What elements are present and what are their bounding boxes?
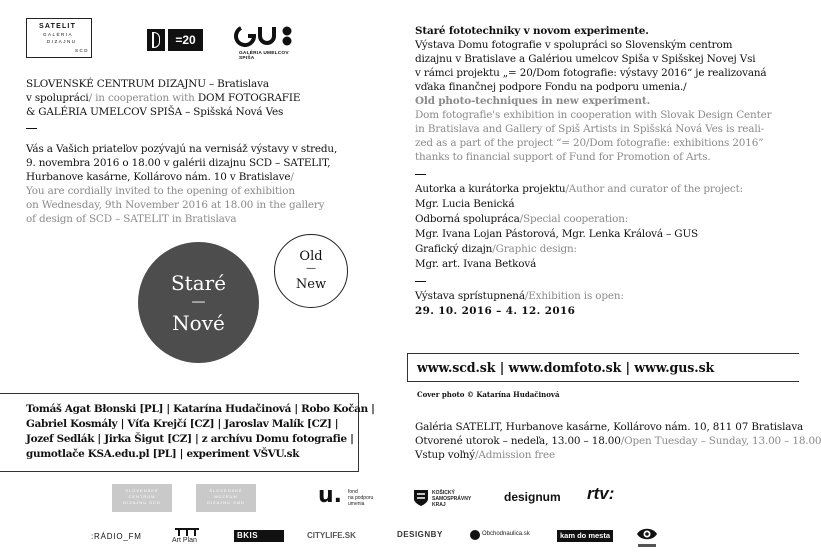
credit-graphic-en: Graphic design:: [495, 243, 577, 255]
right-body-en-2: in Bratislava and Gallery of Spiš Artists in Spišská Nová Ves is reali-: [415, 123, 765, 135]
right-body-en-4: thanks to financial support of Fund for Promotion of Arts.: [415, 151, 711, 163]
right-body-sk-1: Výstava Domu fotografie v spolupráci so Slovenským centrom: [415, 39, 733, 51]
circle-small-top: Old: [299, 249, 323, 264]
credit-graphic: Grafický dizajn/Graphic design:: [415, 243, 577, 255]
credit-author-name: Mgr. Lucia Benická: [415, 198, 515, 210]
entry-info-sk: Vstup voľný: [415, 449, 476, 461]
rtv-logo: rtv:: [587, 484, 615, 503]
opening-hours-en: Open Tuesday – Sunday, 13.00 – 18.00: [624, 435, 821, 447]
gus-logo: [238, 24, 298, 61]
fond-logo-text-2: na podporu: [348, 495, 374, 501]
right-heading-sk: Staré fototechniky v novom experimente.: [415, 25, 649, 37]
url-links[interactable]: www.scd.sk | www.domfoto.sk | www.gus.sk: [417, 360, 715, 375]
circle-big-dash: —: [191, 294, 206, 310]
invite-en-2: on Wednesday, 9th November 2016 at 18.00 in the gallery: [26, 199, 325, 211]
credit-special-names: Mgr. Ivana Lojan Pástorová, Mgr. Lenka Králová – GUS: [415, 228, 699, 240]
fond-logo-text-1: fond: [348, 489, 358, 495]
opening-hours: Otvorené utorok – nedeľa, 13.00 – 18.00/Open Tuesday – Sunday, 13.00 – 18.00: [415, 435, 821, 447]
artplan-text: Art Plan: [172, 537, 197, 544]
artists-line-3: Jozef Sedlák | Jirka Šigut [CZ] | z archívu Domu fotografie |: [26, 433, 354, 445]
invite-sk-1: Vás a Vašich priateľov pozývajú na vernisáž výstavy v stredu,: [26, 143, 338, 155]
invite-sk-3: [26, 171, 294, 184]
gus-logo-caption: GALÉRIA UMELCOV SPIŠA: [239, 51, 289, 61]
satelit-logo: [26, 18, 92, 58]
credit-author-sk: Autorka a kurátorka projektu: [415, 183, 566, 195]
satelit-logo-line4: SCD: [75, 48, 90, 53]
right-body-en-1: Dom fotografie's exhibition in cooperation with Slovak Design Center: [415, 109, 772, 121]
artists-line-1: Tomáš Agat Błonski [PL] | Katarína Hudačinová | Robo Kočan |: [26, 403, 375, 415]
right-divider-2: [415, 281, 426, 282]
right-heading-en: Old photo-techniques in new experiment.: [415, 95, 651, 107]
invite-sep: /: [290, 171, 294, 183]
muzeum-sponsor-logo: SLOVENSKÉ MÚZEUM DIZAJNU SMD: [196, 484, 256, 512]
artists-line-2: Gabriel Kosmály | Víťa Krejčí [CZ] | Jaroslav Malík [CZ] |: [26, 418, 339, 430]
radio-fm-logo: :RÁDIO_FM: [91, 532, 142, 541]
open-label-en: Exhibition is open:: [528, 290, 624, 302]
right-body-sk-3: v rámci projektu „= 20/Dom fotografie: výstavy 2016“ je realizovaná: [415, 67, 767, 79]
gallery-address: Galéria SATELIT, Hurbanove kasárne, Kollárovo nám. 10, 811 07 Bratislava: [415, 421, 804, 433]
kosice-text-3: KRAJ: [432, 502, 446, 508]
credit-special-sk: Odborná spolupráca: [415, 213, 520, 225]
bkis-logo: BKIS: [234, 530, 284, 542]
invite-sk-2: 9. novembra 2016 o 18.00 v galérii dizajnu SCD – SATELIT,: [26, 157, 331, 169]
dom-fotografie-mark-text: =20: [168, 29, 203, 51]
satelit-logo-line2: GALÉRIA: [43, 32, 74, 37]
credit-graphic-sk: Grafický dizajn: [415, 243, 493, 255]
fond-logo-mark: u.: [318, 483, 343, 508]
obchodnaulica-icon: [470, 530, 480, 540]
dom-fotografie-logo: [147, 29, 203, 51]
opening-hours-sk: Otvorené utorok – nedeľa, 13.00 – 18.00: [415, 435, 621, 447]
divider-short: [26, 128, 37, 129]
satelit-logo-title: SATELIT: [39, 23, 77, 30]
kosice-logo: [413, 488, 483, 510]
designby-logo: DESIGNBY: [397, 530, 443, 539]
right-divider-1: [415, 174, 426, 175]
artplan-mark-icon: [175, 528, 199, 536]
org-line-2: [26, 92, 300, 105]
invite-en-3: of design of SCD – SATELIT in Bratislava: [26, 213, 237, 225]
kosice-text-1: KOŠICKÝ: [432, 490, 455, 496]
obchodnaulica-text: Obchodnaulica.sk: [482, 531, 530, 537]
stare-nove-circle: [138, 242, 259, 363]
cover-photo-credit: Cover photo © Katarína Hudačinová: [417, 390, 560, 399]
org-line-2-sep: /: [88, 92, 92, 104]
obchodnaulica-logo: [470, 528, 534, 544]
scd-sponsor-logo: SLOVENSKÉ CENTRUM DIZAJNU SCD: [112, 484, 172, 512]
exhibition-dates: 29. 10. 2016 – 4. 12. 2016: [415, 305, 576, 317]
credit-author-en: Author and curator of the project:: [568, 183, 743, 195]
org-line-2-en: in cooperation with: [91, 92, 198, 104]
eye-logo: [636, 524, 658, 548]
old-new-circle: [274, 234, 348, 308]
right-body-sk-2: dizajnu v Bratislave a Galériou umelcov Spiša v Spišskej Novej Vsi: [415, 53, 756, 65]
entry-info-en: Admission free: [478, 449, 555, 461]
right-body-sk-4: vďaka finančnej podpore Fondu na podporu umenia./: [415, 81, 687, 93]
circle-big-bottom: Nové: [172, 311, 225, 335]
artplan-logo: [172, 528, 204, 548]
org-line-1: SLOVENSKÉ CENTRUM DIZAJNU – Bratislava: [26, 78, 269, 90]
kosice-crest-icon: [413, 489, 429, 507]
org-line-3: & GALÉRIA UMELCOV SPIŠA – Spišská Nová Ves: [26, 106, 284, 118]
invite-sk-3-text: Hurbanove kasárne, Kollárovo nám. 10 v Bratislave: [26, 171, 291, 183]
entry-info: Vstup voľný/Admission free: [415, 449, 555, 461]
credit-special: Odborná spolupráca/Special cooperation:: [415, 213, 629, 225]
open-label: Výstava sprístupnená/Exhibition is open:: [415, 290, 624, 302]
artists-line-4: gumotlače KSA.edu.pl [PL] | experiment VŠVU.sk: [26, 448, 300, 460]
citylife-logo: CITYLIFE.SK: [307, 531, 356, 540]
kam-do-mesta-logo: kam do mesta: [557, 530, 613, 542]
right-body-en-3: zed as a part of the project “= 20/Dom fotografie: exhibitions 2016”: [415, 137, 764, 149]
fond-logo: [318, 483, 378, 512]
credit-special-en: Special cooperation:: [522, 213, 629, 225]
satelit-logo-line3: DIZAJNU: [47, 39, 77, 44]
invite-en-1: You are cordially invited to the opening of exhibition: [26, 185, 295, 197]
gus-logo-mark-icon: [238, 24, 298, 48]
designum-logo: designum: [504, 490, 561, 504]
credit-author: Autorka a kurátorka projektu/Author and curator of the project:: [415, 183, 743, 195]
kosice-text-2: SAMOSPRÁVNY: [432, 496, 472, 502]
org-line-2-sk: v spolupráci: [26, 92, 89, 104]
open-label-sk: Výstava sprístupnená: [415, 290, 525, 302]
circle-big-top: Staré: [170, 271, 227, 295]
eye-icon: [636, 524, 658, 544]
circle-small-dash: —: [306, 263, 316, 274]
fond-logo-text-3: umenia: [348, 501, 365, 507]
circle-small-bottom: New: [295, 277, 327, 292]
dom-fotografie-d-mark: [147, 29, 165, 51]
org-line-2-name: DOM FOTOGRAFIE: [197, 92, 301, 104]
credit-graphic-name: Mgr. art. Ivana Betková: [415, 258, 537, 270]
